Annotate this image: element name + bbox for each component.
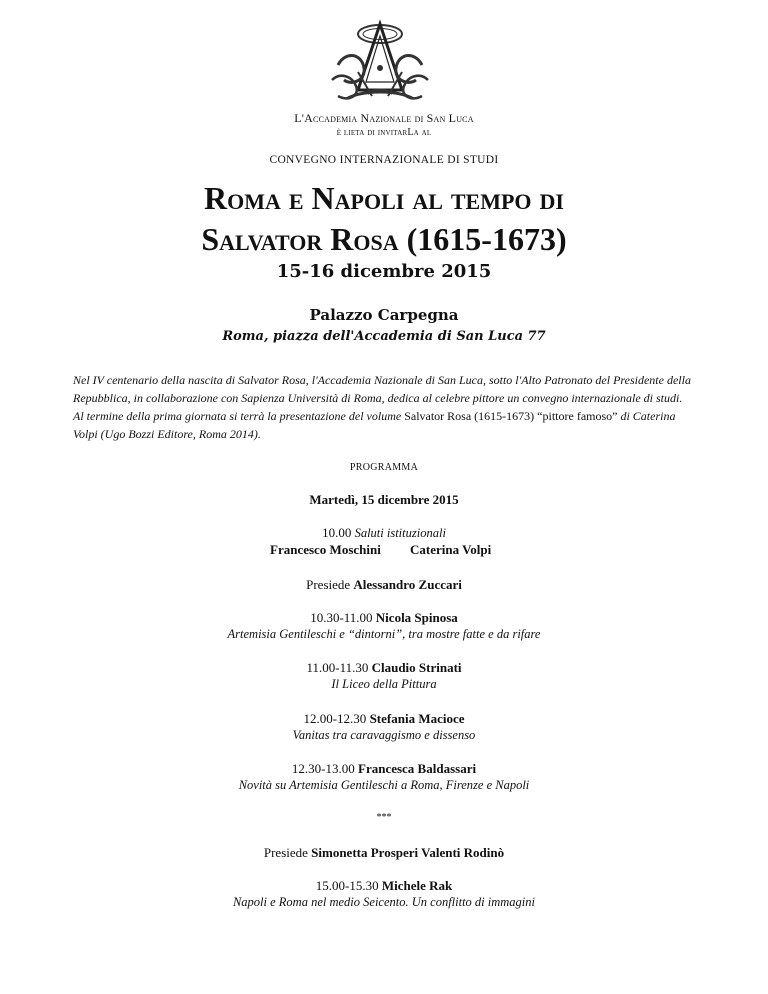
title-line-2: Salvator Rosa (1615-1673): [201, 221, 567, 257]
talk-item: 12.30-13.00 Francesca Baldassari: [291, 761, 477, 776]
talk-item: 12.00-12.30 Stefania Macioce: [303, 711, 465, 726]
opening-speaker-1: Francesco Moschini: [270, 542, 381, 557]
book-title: Salvator Rosa (1615-1673) “pittore famoso”: [404, 409, 618, 423]
opening-slot: 10.00 Saluti istituzionali: [322, 525, 446, 540]
separator: ***: [376, 812, 392, 823]
talk-item: 10.30-11.00 Nicola Spinosa: [310, 610, 458, 625]
event-type: CONVEGNO INTERNAZIONALE DI STUDI: [269, 154, 499, 166]
opening-speaker-2: Caterina Volpi: [410, 542, 492, 557]
venue-name: Palazzo Carpegna: [309, 306, 459, 324]
page-title: [0, 178, 768, 260]
talk-title: Vanitas tra caravaggismo e dissenso: [292, 728, 476, 742]
academy-emblem-icon: [318, 10, 442, 110]
talk-title: Il Liceo della Pittura: [331, 677, 437, 691]
session-chair: Presiede Alessandro Zuccari: [306, 577, 462, 592]
talk-title: Novità su Artemisia Gentileschi a Roma, Firenze e Napoli: [238, 778, 530, 792]
talk-title: Napoli e Roma nel medio Seicento. Un conflitto di immagini: [232, 895, 536, 909]
institution-name: L'Accademia Nazionale di San Luca: [294, 111, 474, 125]
intro-paragraph-2: Al termine della prima giornata si terrà la presentazione del volume Salvator Rosa (1615-1673) “pittore famoso” di Caterina Volpi (Ugo Bozzi Editore, Roma 2014).: [73, 409, 676, 441]
intro-text: [73, 371, 701, 443]
day-heading: Martedì, 15 dicembre 2015: [309, 492, 459, 507]
programme-label: PROGRAMMA: [349, 462, 419, 473]
event-dates: 15-16 dicembre 2015: [276, 261, 492, 282]
title-line-1: Roma e Napoli al tempo di: [203, 180, 564, 216]
intro-paragraph-1: Nel IV centenario della nascita di Salvator Rosa, l'Accademia Nazionale di San Luca, sotto l'Alto Patronato del Presidente della Repubblica, in collaborazione con Sapienza Università di Roma, dedica al celebre pittore un convegno internazionale di studi.: [73, 373, 691, 405]
session-chair: Presiede Simonetta Prosperi Valenti Rodinò: [263, 845, 505, 860]
talk-item: 15.00-15.30 Michele Rak: [315, 878, 453, 893]
invitation-line: è lieta di invitarLa al: [336, 127, 432, 138]
talk-title: Artemisia Gentileschi e “dintorni”, tra mostre fatte e da rifare: [227, 627, 541, 641]
venue-address: Roma, piazza dell'Accademia di San Luca 77: [222, 329, 546, 344]
talk-item: 11.00-11.30 Claudio Strinati: [306, 660, 462, 675]
